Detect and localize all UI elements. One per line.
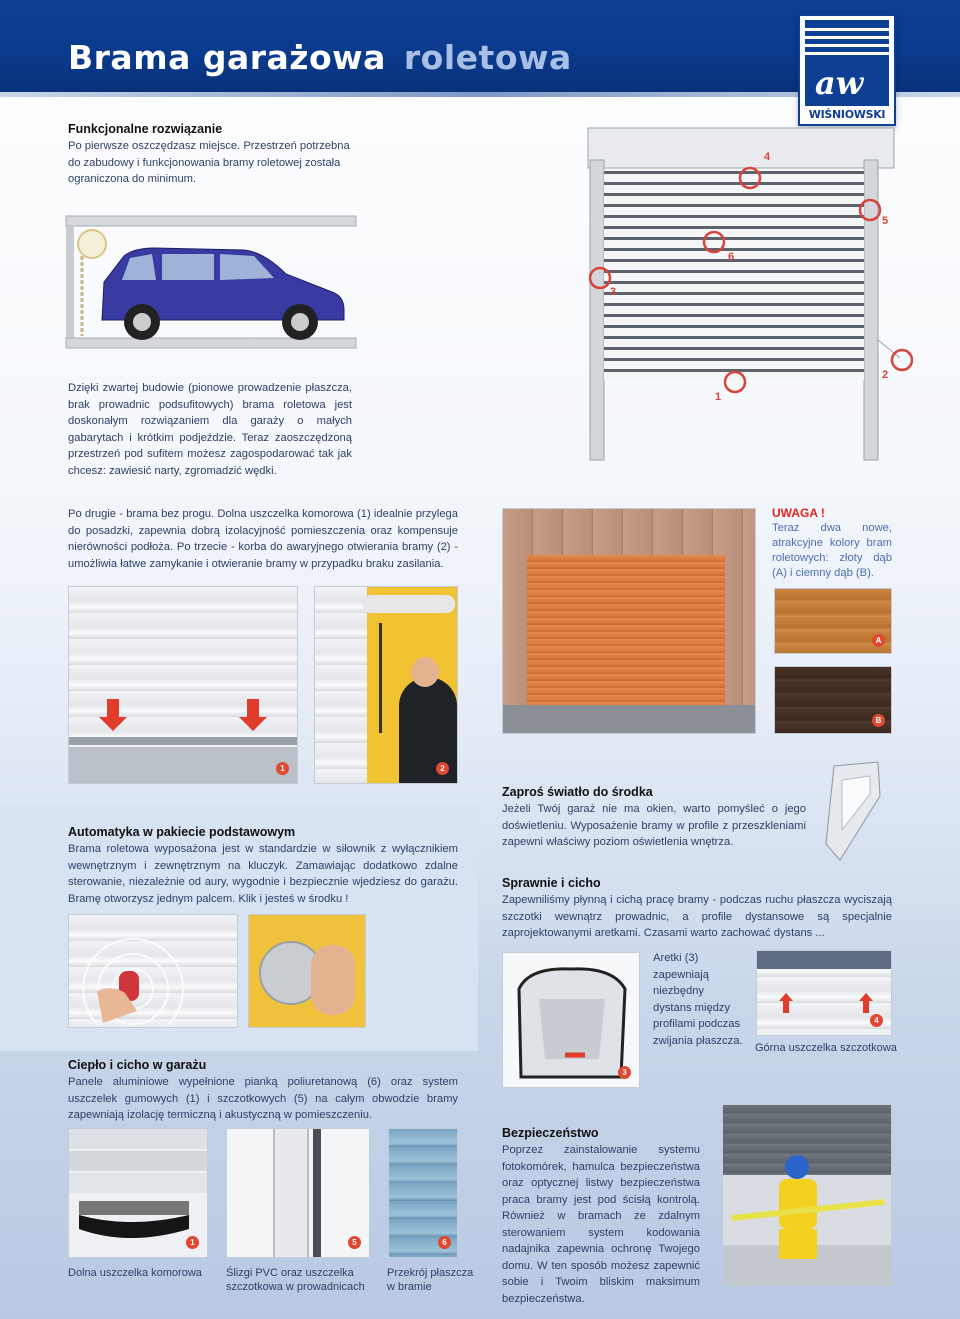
- page-title: [68, 38, 572, 77]
- cross-section-photo: [388, 1128, 458, 1258]
- bottom-seal-detail-badge: 1: [186, 1236, 199, 1249]
- bottom-seal-caption: Dolna uszczelka komorowa: [68, 1267, 202, 1279]
- warning-text: Teraz dwa nowe, atrakcyjne kolory bram roletowych: złoty dąb (A) i ciemny dąb (B).: [772, 522, 892, 579]
- child-head-icon: [785, 1155, 809, 1179]
- diagram-label-3: 3: [610, 286, 617, 298]
- roller-door-diagram: [580, 120, 920, 480]
- swatch-b-badge: B: [872, 714, 885, 727]
- top-brush-seal-photo: [756, 950, 892, 1036]
- safety-heading: Bezpieczeństwo: [502, 1126, 599, 1140]
- light-text: Jeżeli Twój garaż nie ma okien, warto pomyśleć o jego doświetleniu. Wyposażenie bramy w profile z przeszkleniami zapewni właściwy poziom oświetlenia wnętrza.: [502, 803, 806, 848]
- spacer-text: Aretki (3) zapewniają niezbędny dystans między profilami podczas zwijania płaszcza.: [653, 952, 743, 1047]
- logo-name: WIŚNIOWSKI: [808, 108, 886, 121]
- emergency-crank-photo: [314, 586, 458, 784]
- logo-emblem: [805, 20, 889, 106]
- crank-photo-badge: 2: [436, 762, 449, 775]
- bottom-seal-detail-photo: [68, 1128, 208, 1258]
- section-badge: 6: [438, 1236, 451, 1249]
- bottom-seal-photo: [68, 586, 298, 784]
- title-part2: roletowa: [403, 38, 572, 77]
- door-slats: [604, 170, 864, 380]
- diagram-label-4: 4: [764, 151, 771, 163]
- automation-text: Brama roletowa wyposażona jest w standardzie w siłownik z wyłącznikiem wewnętrznym i zewnętrznym na kluczyk. Zamawiając dodatkowo zdalne sterowanie, niezależnie od aury, wygodnie i bezpiecznie wjedziesz do garażu. Bramę otworzysz jednym palcem. Klik i jesteś w środku !: [68, 843, 458, 905]
- garage-orange-door-photo: [502, 508, 756, 734]
- minivan-icon: [102, 248, 344, 340]
- garage-cross-section-illustration: [64, 212, 360, 352]
- seal-photo-badge: 1: [276, 762, 289, 775]
- diagram-label-2: 2: [882, 369, 889, 381]
- diagram-label-6: 6: [728, 251, 735, 263]
- swatch-a-badge: A: [872, 634, 885, 647]
- quiet-text: Zapewniliśmy płynną i cichą pracę bramy - podczas ruchu płaszcza wyciszają szczotki wewnątrz prowadnic, a profile dystansowe są specjalnie zaprojektowanymi aretkami. Czasami warto zachować dystans ...: [502, 894, 892, 939]
- cross-section-caption: Przekrój płaszcza w bramie: [387, 1267, 474, 1293]
- key-switch-photo: [248, 914, 366, 1028]
- diagram-label-5: 5: [882, 215, 889, 227]
- downward-arrows-icon: [97, 699, 277, 733]
- warmth-text: Panele aluminiowe wypełnione pianką poliuretanową (6) oraz system uszczelek gumowych (1) i szczotkowych (5) na całym obwodzie bramy zapewniają izolację termiczną i akustyczną w pomieszczeniu.: [68, 1076, 458, 1121]
- pvc-badge: 5: [348, 1236, 361, 1249]
- dark-oak-swatch: [774, 666, 892, 734]
- golden-oak-swatch: [774, 588, 892, 654]
- safety-text: Poprzez zainstalowanie systemu fotokomórek, hamulca bezpieczeństwa oraz optycznej listwy bezpieczeństwa praca bramy jest pod ścisłą kontrolą. Również w bramach ze zdalnym sterowaniem system kodowania nadajnika zapewnia ochronę Twojego domu. W ten sposób możesz zapewnić sobie i Twoim bliskim maksimum bezpieczeństwa.: [502, 1144, 700, 1305]
- pvc-slides-photo: [226, 1128, 370, 1258]
- warmth-heading: Ciepło i cicho w garażu: [68, 1058, 207, 1072]
- compact-text: Dzięki zwartej budowie (pionowe prowadzenie płaszcza, brak prowadnic podsufitowych) brama roletowa jest doskonałym rozwiązaniem dla garaży o małych gabarytach i krótkim podjeździe. Teraz zaoszczędzoną przestrzeń pod sufitem możesz zagospodarować tak jak chcesz: zawiesić narty, zgromadzić wędki.: [68, 382, 352, 477]
- diagram-label-1: 1: [715, 391, 722, 403]
- automation-heading: Automatyka w pakiecie podstawowym: [68, 825, 296, 839]
- top-seal-badge: 4: [870, 1014, 883, 1027]
- functional-heading: Funkcjonalne rozwiązanie: [68, 122, 223, 136]
- spacer-badge: 3: [618, 1066, 631, 1079]
- quiet-heading: Sprawnie i cicho: [502, 876, 601, 890]
- warning-title: UWAGA !: [772, 506, 825, 520]
- remote-control-photo: [68, 914, 238, 1028]
- glazed-profile-illustration: [818, 760, 888, 870]
- upward-arrows-icon: [777, 993, 877, 1013]
- title-part1: Brama garażowa: [68, 38, 386, 77]
- brand-logo: [798, 14, 896, 126]
- logo-mark: aw: [815, 64, 864, 102]
- safety-child-photo: [722, 1104, 892, 1286]
- pvc-slides-caption: Ślizgi PVC oraz uszczelka szczotkowa w prowadnicach: [226, 1267, 365, 1293]
- threshold-text: Po drugie - brama bez progu. Dolna uszczelka komorowa (1) idealnie przylega do posadzki, zapewnia dobrą izolacyjność pomieszczenia oraz kompensuje nierówności podłoża. Po trzecie - korba do awaryjnego otwierania bramy (2) - umożliwia łatwe zamykanie i otwieranie bramy w przypadku braku zasilania.: [68, 508, 458, 570]
- top-seal-caption: Górna uszczelka szczotkowa: [755, 1042, 897, 1054]
- spacer-profile-photo: [502, 952, 640, 1088]
- functional-text: Po pierwsze oszczędzasz miejsce. Przestrzeń potrzebna do zabudowy i funkcjonowania bramy roletowej została ograniczona do minimum.: [68, 140, 350, 185]
- light-heading: Zaproś światło do środka: [502, 785, 653, 799]
